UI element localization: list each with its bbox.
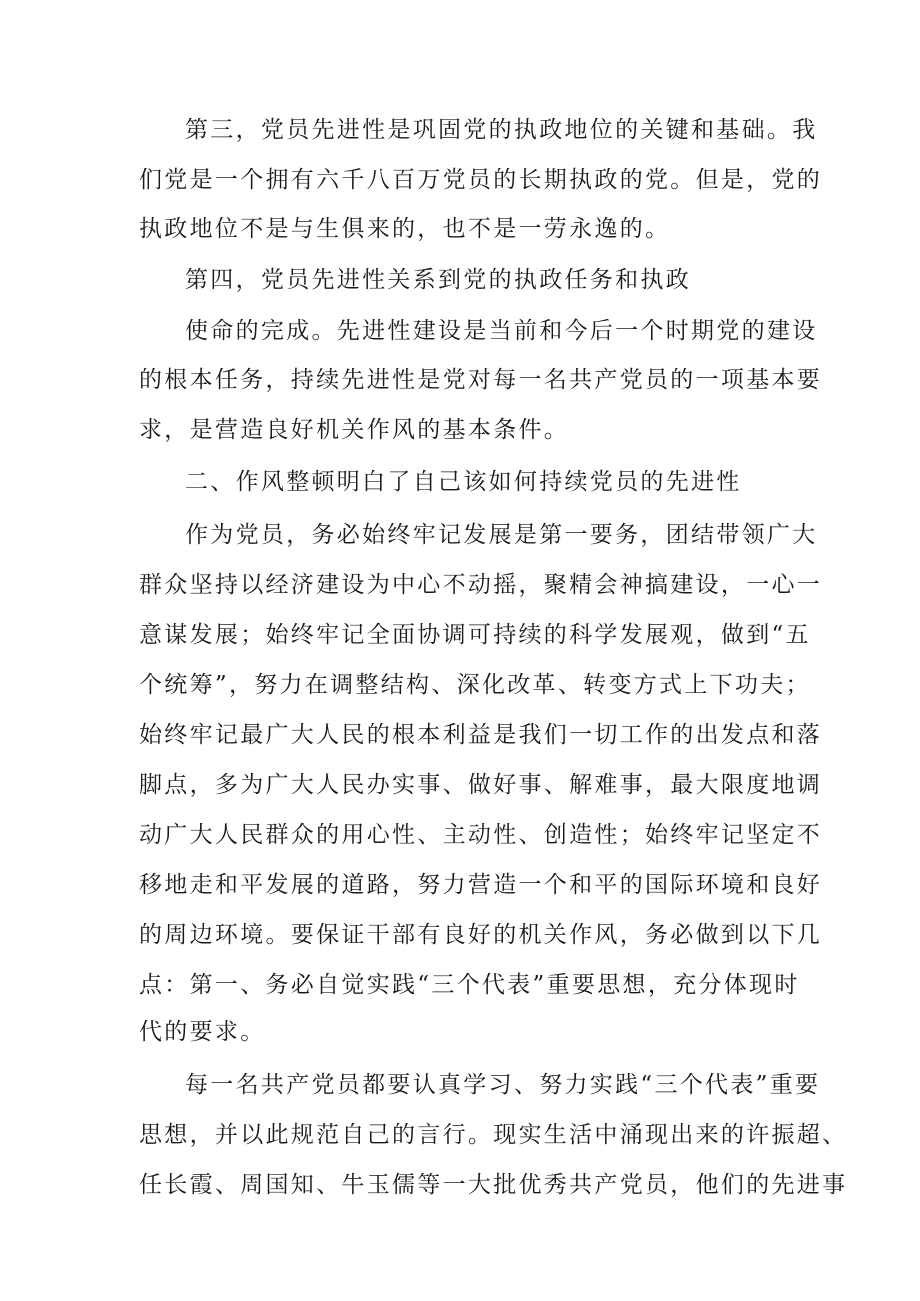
paragraph-line: 思想，并以此规范自己的言行。现实生活中涌现出来的许振超、 — [139, 1122, 848, 1148]
section-heading: 二、作风整顿明白了自己该如何持续党员的先进性 — [185, 469, 742, 495]
paragraph-line: 执政地位不是与生俱来的，也不是一劳永逸的。 — [139, 216, 671, 242]
paragraph-line: 每一名共产党员都要认真学习、努力实践“三个代表”重要 — [185, 1072, 821, 1098]
paragraph-line: 们党是一个拥有六千八百万党员的长期执政的党。但是，党的 — [139, 167, 823, 193]
paragraph-line: 使命的完成。先进性建设是当前和今后一个时期党的建设 — [185, 318, 818, 344]
paragraph-line: 群众坚持以经济建设为中心不动摇，聚精会神搞建设，一心一 — [139, 572, 823, 598]
paragraph-line: 作为党员，务必始终牢记发展是第一要务，团结带领广大 — [185, 522, 818, 548]
paragraph-line: 代的要求。 — [139, 1019, 266, 1045]
paragraph-line: 始终牢记最广大人民的根本利益是我们一切工作的出发点和落 — [139, 722, 823, 748]
paragraph-line: 任长霞、周国知、牛玉儒等一大批优秀共产党员，他们的先进事 — [139, 1172, 848, 1198]
paragraph-line: 移地走和平发展的道路，努力营造一个和平的国际环境和良好 — [139, 872, 823, 898]
paragraph-line: 的周边环境。要保证干部有良好的机关作风，务必做到以下几 — [139, 922, 823, 948]
paragraph-line: 求，是营造良好机关作风的基本条件。 — [139, 417, 570, 443]
paragraph-line: 动广大人民群众的用心性、主动性、创造性；始终牢记坚定不 — [139, 822, 823, 848]
paragraph-line: 意谋发展；始终牢记全面协调可持续的科学发展观，做到“五 — [139, 622, 811, 648]
paragraph-line: 点：第一、务必自觉实践“三个代表”重要思想，充分体现时 — [139, 972, 800, 998]
paragraph-line: 个统筹”，努力在调整结构、深化改革、转变方式上下功夫； — [139, 672, 811, 698]
paragraph-line: 的根本任务，持续先进性是党对每一名共产党员的一项基本要 — [139, 367, 823, 393]
paragraph-line: 第三，党员先进性是巩固党的执政地位的关键和基础。我 — [185, 117, 818, 143]
paragraph-line: 第四，党员先进性关系到党的执政任务和执政 — [185, 267, 691, 293]
paragraph-line: 脚点，多为广大人民办实事、做好事、解难事，最大限度地调 — [139, 772, 823, 798]
